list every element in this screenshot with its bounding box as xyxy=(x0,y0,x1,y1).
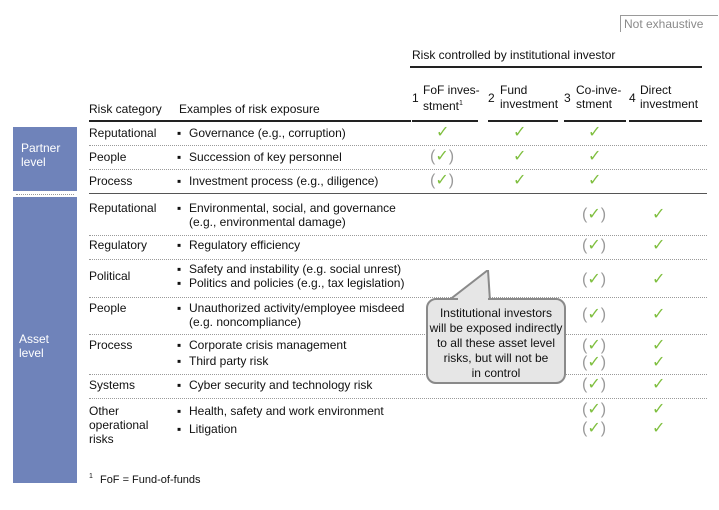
not-exhaustive-tag: Not exhaustive xyxy=(620,15,718,32)
risk-category-cell: Political xyxy=(89,269,131,283)
risk-example-cell: Corporate crisis management xyxy=(189,338,347,352)
risk-category-cell: Systems xyxy=(89,378,136,392)
column-label-line2: investment xyxy=(500,97,559,111)
bullet: ▪ xyxy=(177,126,182,140)
bracketed-check-icon: (✓) xyxy=(430,172,455,189)
check-icon: ✓ xyxy=(588,148,602,165)
check-icon: ✓ xyxy=(588,124,602,141)
check-icon: ✓ xyxy=(652,306,666,323)
risk-example-cell: Governance (e.g., corruption) xyxy=(189,126,346,140)
footnote-marker: 1 xyxy=(459,100,463,107)
check-icon: ✓ xyxy=(513,172,527,189)
bracketed-check-icon: (✓) xyxy=(582,206,607,223)
bracketed-check-icon: (✓) xyxy=(582,237,607,254)
bullet: ▪ xyxy=(177,150,182,164)
check-icon: ✓ xyxy=(436,124,450,141)
check-icon: ✓ xyxy=(652,420,666,437)
risk-category-cell: Process xyxy=(89,174,133,188)
risk-example-cell: Investment process (e.g., diligence) xyxy=(189,174,379,188)
partner-level-label-line1: Partner xyxy=(21,141,61,155)
check-icon: ✓ xyxy=(652,271,666,288)
asset-level-band xyxy=(13,197,77,483)
check-icon: ✓ xyxy=(652,354,666,371)
risk-example-cell: Health, safety and work environment xyxy=(189,404,384,418)
row-divider xyxy=(89,374,707,375)
check-icon: ✓ xyxy=(652,337,666,354)
row-divider xyxy=(89,297,707,298)
column-number: 4 xyxy=(629,91,636,105)
callout-line: risks, but will not be xyxy=(443,351,549,365)
partner-level-label-line2: level xyxy=(21,155,46,169)
column-label-line1: Fund xyxy=(500,83,528,97)
callout-line: will be exposed indirectly xyxy=(429,321,563,335)
risk-example-cell: Unauthorized activity/employee misdeed xyxy=(189,301,405,315)
bracketed-check-icon: (✓) xyxy=(582,271,607,288)
bracketed-check-icon: (✓) xyxy=(582,337,607,354)
check-icon: ✓ xyxy=(652,401,666,418)
column-label-line2: investment xyxy=(640,97,699,111)
column-number: 3 xyxy=(564,91,571,105)
risk-example-cell: Safety and instability (e.g. social unrest) xyxy=(189,262,402,276)
risk-category-cell: Regulatory xyxy=(89,238,148,252)
risk-category-cell: risks xyxy=(89,432,114,446)
callout-line: in control xyxy=(471,366,521,380)
check-icon: ✓ xyxy=(652,237,666,254)
callout-line: to all these asset level xyxy=(436,336,556,350)
asset-level-label-line1: Asset xyxy=(19,332,50,346)
partner-level-band xyxy=(13,127,77,191)
bullet: ▪ xyxy=(177,422,182,436)
header-rule-col4 xyxy=(629,120,702,122)
check-icon: ✓ xyxy=(513,148,527,165)
risk-example-cell: Cyber security and technology risk xyxy=(189,378,373,392)
row-divider xyxy=(89,145,707,146)
column-label-line1: FoF inves- xyxy=(423,83,480,97)
risk-category-cell: Other xyxy=(89,404,120,418)
risk-example-cell: Third party risk xyxy=(189,354,269,368)
risk-category-cell: People xyxy=(89,150,127,164)
level-divider xyxy=(16,194,74,195)
bullet: ▪ xyxy=(177,338,182,352)
bullet: ▪ xyxy=(177,404,182,418)
risk-category-cell: Reputational xyxy=(89,201,157,215)
header-rule-left xyxy=(89,120,411,122)
bullet: ▪ xyxy=(177,174,182,188)
column-label-line1: Co-inve- xyxy=(576,83,622,97)
header-rule-col2 xyxy=(488,120,558,122)
row-divider xyxy=(89,398,707,399)
section-divider xyxy=(89,193,707,194)
examples-header: Examples of risk exposure xyxy=(179,102,320,116)
risk-example-cell: Regulatory efficiency xyxy=(189,238,301,252)
bracketed-check-icon: (✓) xyxy=(582,376,607,393)
risk-example-cell: (e.g. noncompliance) xyxy=(189,315,302,329)
risk-category-cell: Reputational xyxy=(89,126,157,140)
header-rule-col1 xyxy=(412,120,478,122)
bullet: ▪ xyxy=(177,238,182,252)
column-number: 2 xyxy=(488,91,495,105)
risk-example-cell: Environmental, social, and governance xyxy=(189,201,396,215)
header-group-rule xyxy=(410,66,702,68)
check-icon: ✓ xyxy=(513,124,527,141)
header-rule-col3 xyxy=(564,120,626,122)
footnote xyxy=(89,473,201,486)
bullet: ▪ xyxy=(177,378,182,392)
footnote-number: 1 xyxy=(89,473,93,480)
footnote-text: FoF = Fund-of-funds xyxy=(99,473,201,486)
bullet: ▪ xyxy=(177,276,182,290)
row-divider xyxy=(89,259,707,260)
check-icon: ✓ xyxy=(588,172,602,189)
row-divider xyxy=(89,334,707,335)
bullet: ▪ xyxy=(177,262,182,276)
risk-example-cell: Politics and policies (e.g., tax legislation) xyxy=(189,276,405,290)
risk-category-header: Risk category xyxy=(89,102,162,116)
risk-category-cell: operational xyxy=(89,418,149,432)
column-label-line2-text: stment xyxy=(423,99,460,113)
bubble-pointer-join xyxy=(458,298,488,302)
bracketed-check-icon: (✓) xyxy=(582,306,607,323)
check-icon: ✓ xyxy=(652,206,666,223)
risk-example-cell: (e.g., environmental damage) xyxy=(189,215,346,229)
callout-line: Institutional investors xyxy=(439,306,553,320)
risk-category-cell: People xyxy=(89,301,127,315)
column-label-line2: stment xyxy=(576,97,613,111)
check-icon: ✓ xyxy=(652,376,666,393)
risk-example-cell: Litigation xyxy=(189,422,238,436)
bracketed-check-icon: (✓) xyxy=(582,401,607,418)
column-label-line2 xyxy=(423,97,463,113)
column-number: 1 xyxy=(412,91,419,105)
risk-example-cell: Succession of key personnel xyxy=(189,150,342,164)
bracketed-check-icon: (✓) xyxy=(582,420,607,437)
bullet: ▪ xyxy=(177,301,182,315)
bracketed-check-icon: (✓) xyxy=(430,148,455,165)
row-divider xyxy=(89,235,707,236)
risk-category-cell: Process xyxy=(89,338,133,352)
risk-controlled-header: Risk controlled by institutional investor xyxy=(412,48,616,62)
bracketed-check-icon: (✓) xyxy=(582,354,607,371)
bullet: ▪ xyxy=(177,354,182,368)
column-label-line1: Direct xyxy=(640,83,672,97)
callout-bubble xyxy=(426,298,566,384)
bullet: ▪ xyxy=(177,201,182,215)
asset-level-label-line2: level xyxy=(19,346,44,360)
row-divider xyxy=(89,169,707,170)
